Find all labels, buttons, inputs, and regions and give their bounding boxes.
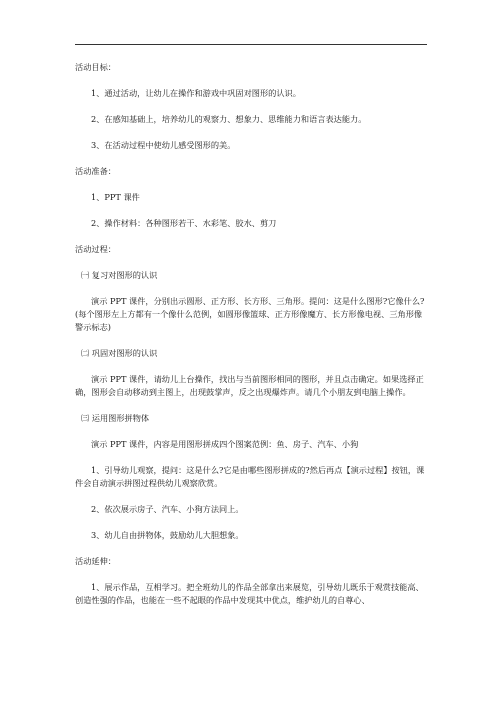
goal-item-1: 1、通过活动，让幼儿在操作和游戏中巩固对图形的认识。 [91,88,301,98]
process-step-2-title: ㈡ 巩固对图形的认识 [81,348,158,358]
document-body [75,61,427,620]
preparation-item-1: 1、PPT 课件 [91,192,140,202]
extension-item-1: 1、展示作品，互相学习。把全班幼儿的作品全部拿出来展览，引导幼儿既乐于观赏技能高、创造性强的作品，也能在一些不起眼的作品中发现其中优点，维护幼儿的自尊心、 [75,582,424,605]
heading-activity-goals: 活动目标： [75,62,116,72]
process-step-3-item-1: 1、引导幼儿观察，提问：这是什么?它是由哪些图形拼成的?然后再点【演示过程】按钮，课件会自动演示拼图过程供幼儿观察欣赏。 [75,465,425,488]
process-step-3-body: 演示 PPT 课件，内容是用图形拼成四个图案范例：鱼、房子、汽车、小狗 [91,439,359,449]
heading-activity-process: 活动过程： [75,244,116,254]
process-step-3-item-2: 2、依次展示房子、汽车、小狗方法同上。 [91,504,244,514]
process-step-3-item-3: 3、幼儿自由拼物体，鼓励幼儿大胆想象。 [91,530,244,540]
process-step-2-body: 演示 PPT 课件，请幼儿上台操作，找出与当前图形相同的图形，并且点击确定。如果选择正确，图形会自动移动到主图上，出现鼓掌声，反之出现爆炸声。请几个小朋友到电脑上操作。 [75,374,424,397]
process-step-1-title: ㈠ 复习对图形的认识 [81,270,158,280]
goal-item-2: 2、在感知基础上，培养幼儿的观察力、想象力、思维能力和语言表达能力。 [91,114,367,124]
process-step-3-title: ㈢ 运用图形拼物体 [81,413,150,423]
heading-activity-preparation: 活动准备： [75,166,116,176]
header-divider [75,44,427,45]
heading-activity-extension: 活动延伸： [75,556,116,566]
goal-item-3: 3、在活动过程中使幼儿感受图形的美。 [91,140,236,150]
preparation-item-2: 2、操作材料：各种图形若干、水彩笔、胶水、剪刀 [91,218,277,228]
process-step-1-body: 演示 PPT 课件，分别出示圆形、正方形、长方形、三角形。提问：这是什么图形?它像什么?(每个图形左上方都有一个像什么范例，如圆形像篮球、正方形像魔方、长方形像电视、三角形像警示标志) [75,296,425,332]
